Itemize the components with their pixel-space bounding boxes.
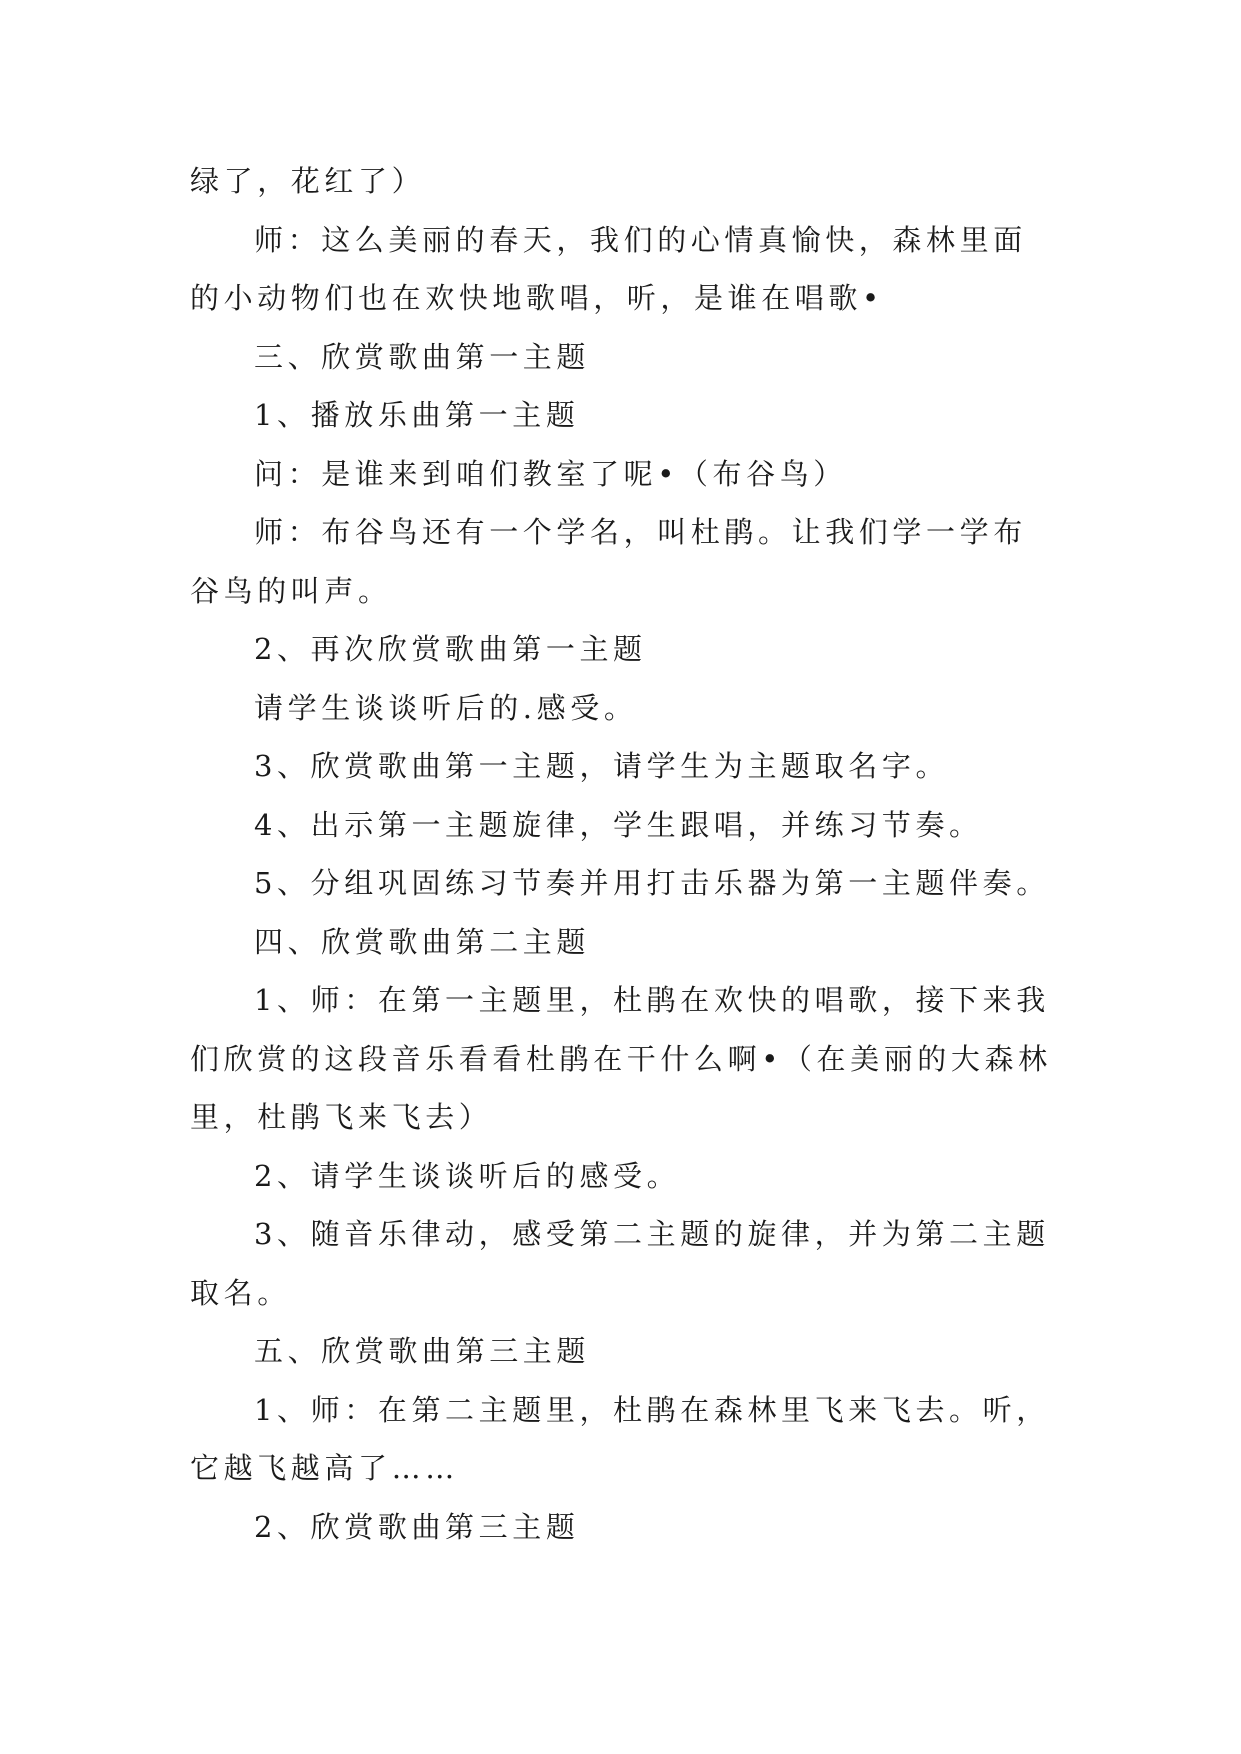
- section-heading: 四、欣赏歌曲第二主题: [254, 924, 591, 959]
- paragraph: 2、再次欣赏歌曲第一主题: [254, 632, 647, 666]
- section-heading: 五、欣赏歌曲第三主题: [254, 1334, 591, 1368]
- paragraph: 5、分组巩固练习节奏并用打击乐器为第一主题伴奏。: [254, 866, 1050, 900]
- section-heading: 三、欣赏歌曲第一主题: [254, 339, 591, 374]
- paragraph: 2、欣赏歌曲第三主题: [254, 1509, 580, 1544]
- paragraph: 3、欣赏歌曲第一主题，请学生为主题取名字。: [254, 749, 950, 783]
- paragraph: 请学生谈谈听后的.感受。: [254, 690, 638, 725]
- paragraph: 师：这么美丽的春天，我们的心情真愉快，森林里面的小动物们也在欢快地歌唱，听，是谁在唱歌•: [190, 222, 1027, 315]
- paragraph: 1、播放乐曲第一主题: [254, 398, 580, 432]
- paragraph: 问：是谁来到咱们教室了呢•（布谷鸟）: [254, 456, 847, 491]
- paragraph: 2、请学生谈谈听后的感受。: [254, 1158, 681, 1193]
- paragraph: 1、师：在第一主题里，杜鹃在欢快的唱歌，接下来我们欣赏的这段音乐看看杜鹃在干什么啊•（在美丽的大森林里，杜鹃飞来飞去）: [190, 983, 1052, 1134]
- paragraph: 绿了，花红了）: [190, 164, 426, 198]
- paragraph: 3、随音乐律动，感受第二主题的旋律，并为第二主题取名。: [190, 1217, 1050, 1310]
- paragraph: 1、师：在第二主题里，杜鹃在森林里飞来飞去。听，它越飞越高了……: [190, 1392, 1050, 1485]
- paragraph: 师：布谷鸟还有一个学名，叫杜鹃。让我们学一学布谷鸟的叫声。: [190, 515, 1027, 608]
- paragraph: 4、出示第一主题旋律，学生跟唱，并练习节奏。: [254, 807, 983, 842]
- document-body: [190, 152, 1060, 1556]
